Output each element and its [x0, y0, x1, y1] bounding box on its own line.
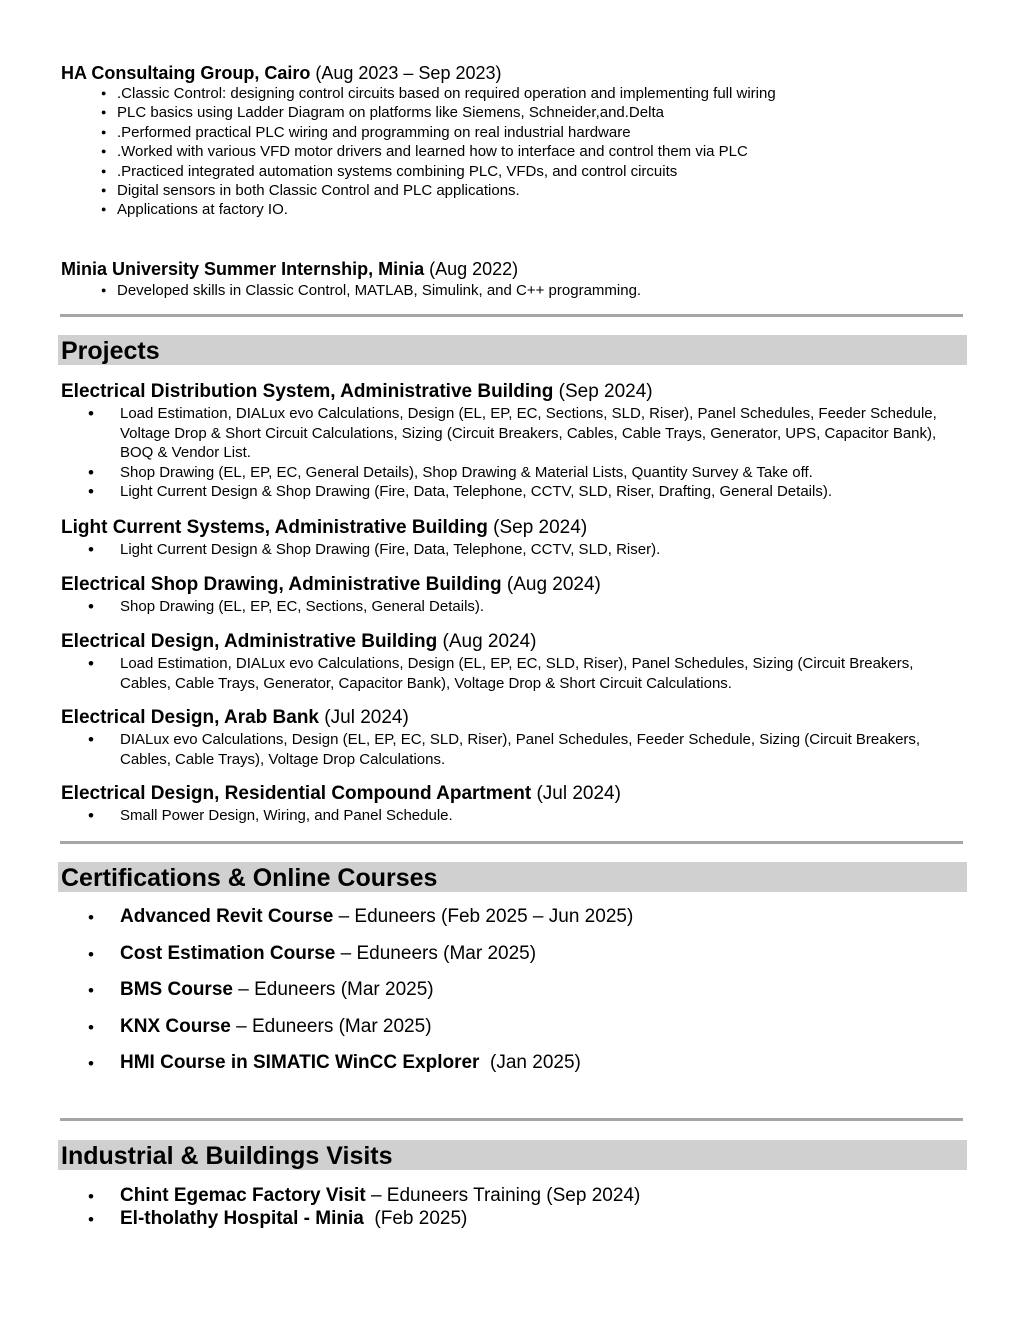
list-item: • Load Estimation, DIALux evo Calculations, Design (EL, EP, EC, SLD, Riser), Panel Schedules, Sizing (Circuit Breakers, Cables, Cable Trays, Generator, Capacitor Bank), Voltage Drop & Short Circuit Calculations. [88, 654, 968, 693]
section-header-projects [58, 335, 967, 365]
project-name: Electrical Design, Residential Compound Apartment [61, 783, 532, 804]
project-name: Electrical Shop Drawing, Administrative Building [61, 574, 502, 595]
list-item: • Shop Drawing (EL, EP, EC, General Details), Shop Drawing & Material Lists, Quantity Survey & Take off. [88, 463, 968, 483]
list-item [88, 1052, 633, 1089]
list-item: ● .Practiced integrated automation systems combining PLC, VFDs, and control circuits [101, 162, 776, 181]
list-item: ● .Performed practical PLC wiring and programming on real industrial hardware [101, 123, 776, 142]
experience-period: (Aug 2023 – Sep 2023) [315, 63, 502, 83]
list-item: ● Developed skills in Classic Control, MATLAB, Simulink, and C++ programming. [101, 281, 641, 300]
list-item: ● Applications at factory IO. [101, 200, 776, 219]
certification-name: HMI Course in SIMATIC WinCC Explorer [120, 1052, 480, 1074]
experience-bullet-list [101, 281, 641, 300]
list-item: ● PLC basics using Ladder Diagram on platforms like Siemens, Schneider,and.Delta [101, 103, 776, 122]
certification-detail: – Eduneers (Feb 2025 – Jun 2025) [333, 906, 634, 927]
project-bullet-list [88, 597, 968, 617]
list-item: • Shop Drawing (EL, EP, EC, Sections, General Details). [88, 597, 968, 617]
visit-name: El-tholathy Hospital - Minia [120, 1208, 364, 1229]
project-date: (Jul 2024) [324, 707, 409, 728]
certification-name: Advanced Revit Course [120, 906, 334, 927]
project-title [61, 783, 621, 805]
section-title: Industrial & Buildings Visits [61, 1142, 393, 1170]
project-bullet-list [88, 730, 968, 769]
project-title [61, 381, 653, 403]
list-item [88, 1184, 640, 1207]
project-date: (Sep 2024) [493, 517, 588, 538]
section-title: Certifications & Online Courses [61, 864, 438, 892]
project-title [61, 631, 537, 653]
project-bullet-list [88, 654, 968, 693]
visit-list [88, 1184, 640, 1230]
certification-detail: – Eduneers (Mar 2025) [232, 979, 434, 1001]
list-item: • Small Power Design, Wiring, and Panel Schedule. [88, 806, 968, 826]
section-header-certifications [58, 862, 967, 892]
certification-name: Cost Estimation Course [120, 942, 336, 964]
list-item: • Load Estimation, DIALux evo Calculations, Design (EL, EP, EC, Sections, SLD, Riser), Panel Schedules, Feeder Schedule, Voltage Drop & Short Circuit Calculations, Sizing (Circuit Breakers, Cables, Cable Trays, Generator, UPS, Capacitor Bank), BOQ & Vendor List. [88, 404, 968, 463]
project-bullet-list [88, 404, 968, 502]
section-title: Projects [61, 337, 160, 365]
list-item [88, 943, 633, 980]
list-item: • Light Current Design & Shop Drawing (Fire, Data, Telephone, CCTV, SLD, Riser, Drafting, General Details). [88, 482, 968, 502]
experience-entry-title [61, 258, 518, 280]
project-name: Electrical Distribution System, Administrative Building [61, 381, 554, 402]
project-bullet-list [88, 540, 968, 560]
project-date: (Aug 2024) [442, 631, 537, 652]
project-title [61, 574, 601, 596]
project-name: Electrical Design, Administrative Building [61, 631, 438, 652]
project-date: (Sep 2024) [558, 381, 653, 402]
section-divider [60, 314, 963, 317]
visit-detail: – Eduneers Training (Sep 2024) [365, 1185, 641, 1206]
certification-detail: – Eduneers (Mar 2025) [230, 1015, 432, 1037]
experience-period: (Aug 2022) [429, 259, 519, 279]
project-name: Light Current Systems, Administrative Building [61, 517, 488, 538]
section-divider [60, 1118, 963, 1121]
list-item [88, 1207, 640, 1230]
list-item: ● .Worked with various VFD motor drivers and learned how to interface and control them via PLC [101, 142, 776, 161]
certification-list [88, 906, 633, 1089]
section-header-visits [58, 1140, 967, 1170]
list-item: ● .Classic Control: designing control circuits based on required operation and implementing full wiring [101, 84, 776, 103]
project-title [61, 517, 587, 539]
list-item [88, 906, 633, 943]
experience-org: Minia University Summer Internship, Minia [61, 259, 425, 279]
certification-name: KNX Course [120, 1015, 231, 1037]
list-item: ● Digital sensors in both Classic Control and PLC applications. [101, 181, 776, 200]
project-date: (Aug 2024) [506, 574, 601, 595]
certification-detail: – Eduneers (Mar 2025) [335, 942, 537, 964]
list-item [88, 979, 633, 1016]
project-name: Electrical Design, Arab Bank [61, 707, 320, 728]
list-item: • DIALux evo Calculations, Design (EL, EP, EC, SLD, Riser), Panel Schedules, Feeder Schedule, Sizing (Circuit Breakers, Cables, Cable Trays), Voltage Drop Calculations. [88, 730, 968, 769]
list-item: • Light Current Design & Shop Drawing (Fire, Data, Telephone, CCTV, SLD, Riser). [88, 540, 968, 560]
experience-org: HA Consultaing Group, Cairo [61, 63, 311, 83]
visit-detail: (Feb 2025) [363, 1208, 468, 1229]
certification-name: BMS Course [120, 979, 233, 1001]
project-title [61, 707, 409, 729]
visit-name: Chint Egemac Factory Visit [120, 1185, 366, 1206]
project-bullet-list [88, 806, 968, 826]
experience-bullet-list [101, 84, 776, 220]
certification-detail: (Jan 2025) [479, 1052, 581, 1074]
experience-entry-title [61, 62, 502, 84]
section-divider [60, 841, 963, 844]
project-date: (Jul 2024) [536, 783, 621, 804]
list-item [88, 1016, 633, 1053]
